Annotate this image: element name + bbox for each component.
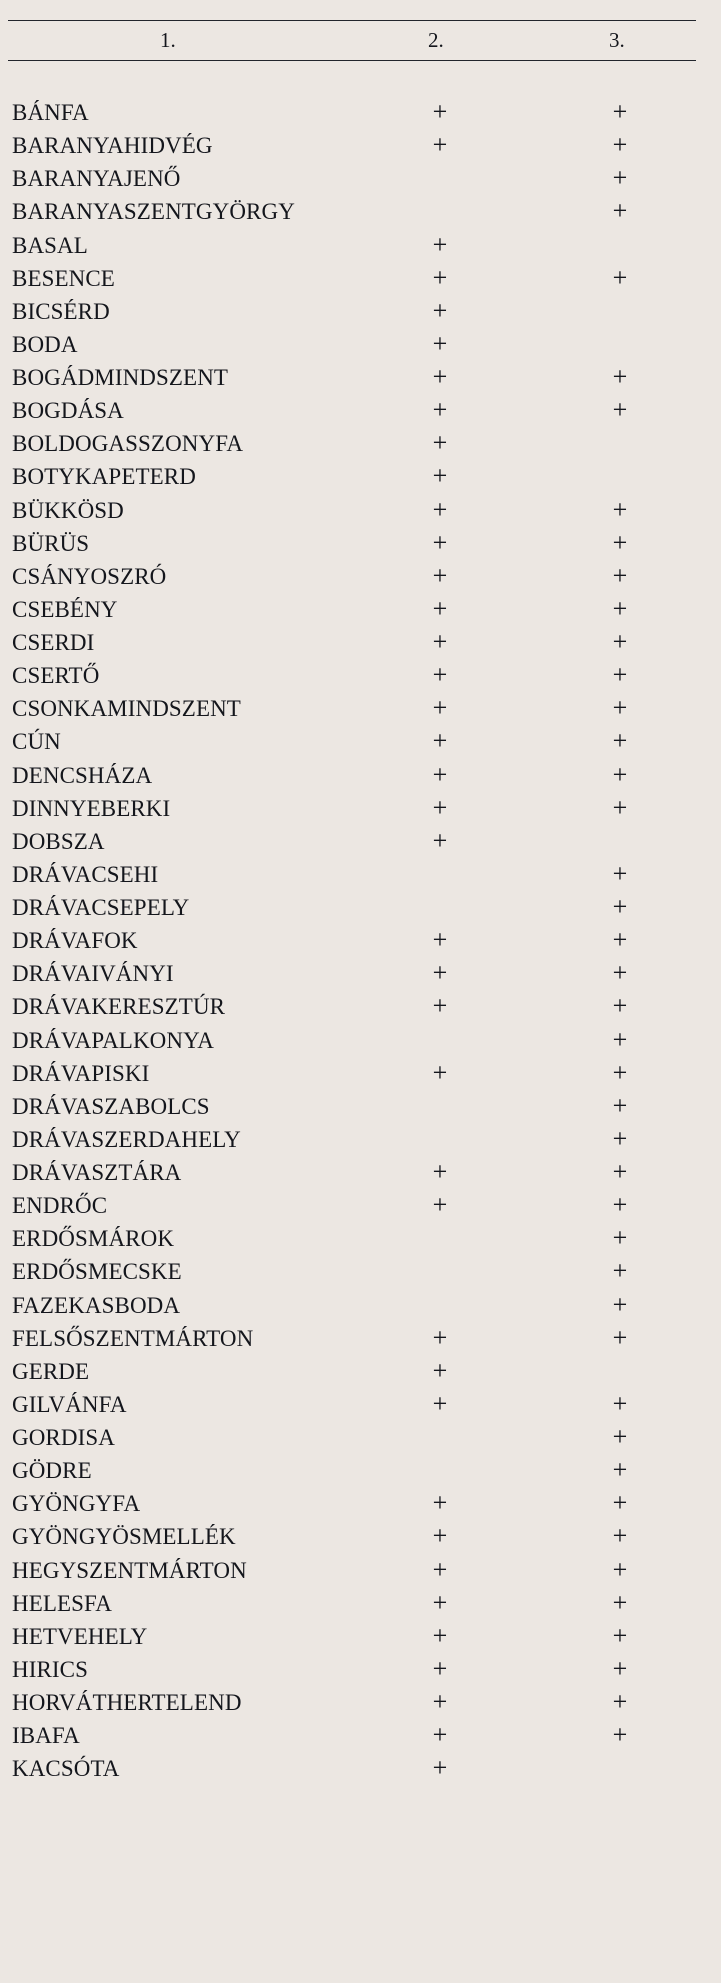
column-2-mark: + bbox=[432, 1521, 448, 1551]
table-row bbox=[0, 1554, 721, 1590]
settlement-name: IBAFA bbox=[12, 1723, 80, 1749]
table-row bbox=[0, 629, 721, 662]
settlement-name: FAZEKASBODA bbox=[12, 1292, 181, 1318]
column-3-mark: + bbox=[612, 163, 628, 193]
table-row bbox=[0, 1689, 721, 1722]
settlement-name: DRÁVAPISKI bbox=[12, 1060, 150, 1086]
column-2-mark: + bbox=[432, 461, 448, 491]
column-2-mark: + bbox=[432, 660, 448, 690]
table-row bbox=[0, 759, 721, 795]
table-row bbox=[0, 229, 721, 265]
column-2-mark: + bbox=[432, 1587, 448, 1617]
settlement-name: BICSÉRD bbox=[12, 298, 110, 324]
settlement-name: DRÁVASZABOLCS bbox=[12, 1093, 210, 1119]
table-row bbox=[0, 1424, 721, 1457]
column-3-mark: + bbox=[612, 660, 628, 690]
column-3-mark: + bbox=[612, 792, 628, 822]
settlement-name: BOLDOGASSZONYFA bbox=[12, 431, 244, 457]
table-row bbox=[0, 728, 721, 761]
table-row bbox=[0, 1587, 721, 1623]
settlement-name: BÜKKÖSD bbox=[12, 497, 124, 523]
column-3-mark: + bbox=[612, 627, 628, 656]
table-row bbox=[0, 1722, 721, 1755]
column-3-mark: + bbox=[612, 395, 628, 425]
settlement-name: BÁNFA bbox=[12, 100, 89, 125]
column-3-mark: + bbox=[612, 991, 628, 1021]
column-header-1: 1. bbox=[160, 28, 176, 52]
column-3-mark: + bbox=[612, 858, 628, 888]
column-2-mark: + bbox=[432, 1057, 448, 1087]
column-2-mark: + bbox=[432, 362, 448, 391]
column-3-mark: + bbox=[612, 196, 628, 226]
settlement-name: DRÁVASZTÁRA bbox=[12, 1160, 182, 1185]
table-row bbox=[0, 397, 721, 430]
column-3-mark: + bbox=[612, 1488, 628, 1518]
column-2-mark: + bbox=[432, 395, 448, 425]
column-3-mark: + bbox=[612, 593, 628, 623]
table-row bbox=[0, 99, 721, 132]
settlement-name: HEGYSZENTMÁRTON bbox=[12, 1557, 247, 1583]
column-2-mark: + bbox=[432, 991, 448, 1021]
column-2-mark: + bbox=[432, 494, 448, 524]
table-row bbox=[0, 993, 721, 1026]
column-2-mark: + bbox=[432, 1322, 448, 1352]
settlement-name: BARANYASZENTGYÖRGY bbox=[12, 199, 295, 225]
settlement-name: BODA bbox=[12, 331, 78, 357]
column-3-mark: + bbox=[612, 1190, 628, 1220]
column-3-mark: + bbox=[612, 759, 628, 789]
table-row bbox=[0, 695, 721, 728]
table-row bbox=[0, 560, 721, 596]
column-3-mark: + bbox=[612, 527, 628, 557]
column-2-mark: + bbox=[432, 1190, 448, 1220]
column-3-mark: + bbox=[612, 1123, 628, 1153]
column-2-mark: + bbox=[432, 262, 448, 292]
settlement-name: DENCSHÁZA bbox=[12, 762, 153, 788]
table-row bbox=[0, 792, 721, 828]
column-3-mark: + bbox=[612, 560, 628, 590]
column-2-mark: + bbox=[432, 295, 448, 325]
column-3-mark: + bbox=[612, 1455, 628, 1485]
settlement-name: CSÁNYOSZRÓ bbox=[12, 563, 167, 589]
table-row bbox=[0, 494, 721, 530]
table-row bbox=[0, 927, 721, 960]
table-row bbox=[0, 1225, 721, 1258]
column-3-mark: + bbox=[612, 1687, 628, 1716]
settlement-name: HIRICS bbox=[12, 1656, 89, 1682]
settlement-name: DINNYEBERKI bbox=[12, 795, 171, 821]
column-3-mark: + bbox=[612, 1289, 628, 1319]
settlement-name: BOTYKAPETERD bbox=[12, 464, 196, 490]
table-row bbox=[0, 1523, 721, 1556]
column-2-mark: + bbox=[432, 825, 448, 855]
settlement-name: CSONKAMINDSZENT bbox=[12, 696, 241, 722]
column-3-mark: + bbox=[612, 925, 628, 955]
table-row bbox=[0, 165, 721, 198]
column-2-mark: + bbox=[432, 1388, 448, 1418]
table-row bbox=[0, 1490, 721, 1523]
settlement-name: CSERTŐ bbox=[12, 663, 100, 689]
column-2-mark: + bbox=[432, 97, 448, 126]
column-3-mark: + bbox=[612, 97, 628, 126]
settlement-name: ENDRŐC bbox=[12, 1193, 108, 1219]
settlement-name: DRÁVASZERDAHELY bbox=[12, 1126, 241, 1152]
column-2-mark: + bbox=[432, 560, 448, 590]
column-2-mark: + bbox=[432, 925, 448, 955]
column-3-mark: + bbox=[612, 1090, 628, 1120]
table-row bbox=[0, 463, 721, 496]
settlement-name: DRÁVAIVÁNYI bbox=[12, 961, 174, 987]
settlement-name: BÜRÜS bbox=[12, 530, 90, 556]
column-2-mark: + bbox=[432, 1355, 448, 1385]
table-row bbox=[0, 1024, 721, 1060]
settlement-name: BARANYAJENŐ bbox=[12, 166, 181, 192]
column-3-mark: + bbox=[612, 1620, 628, 1650]
column-3-mark: + bbox=[612, 1554, 628, 1584]
settlement-name: FELSŐSZENTMÁRTON bbox=[12, 1325, 254, 1351]
table-row bbox=[0, 1355, 721, 1391]
table-row bbox=[0, 825, 721, 861]
settlement-name: BOGÁDMINDSZENT bbox=[12, 365, 229, 390]
column-3-mark: + bbox=[612, 1587, 628, 1617]
settlement-name: HORVÁTHERTELEND bbox=[12, 1690, 242, 1715]
settlement-name: CSEBÉNY bbox=[12, 596, 118, 622]
column-2-mark: + bbox=[432, 1157, 448, 1186]
table-row bbox=[0, 1192, 721, 1225]
table-row bbox=[0, 1388, 721, 1424]
column-3-mark: + bbox=[612, 262, 628, 292]
table-row bbox=[0, 328, 721, 364]
column-2-mark: + bbox=[432, 1687, 448, 1716]
column-3-mark: + bbox=[612, 1057, 628, 1087]
table-row bbox=[0, 858, 721, 894]
column-2-mark: + bbox=[432, 328, 448, 358]
table-row bbox=[0, 295, 721, 331]
column-3-mark: + bbox=[612, 726, 628, 756]
column-2-mark: + bbox=[432, 958, 448, 988]
settlement-name: BOGDÁSA bbox=[12, 398, 124, 424]
column-3-mark: + bbox=[612, 1322, 628, 1352]
column-3-mark: + bbox=[612, 1653, 628, 1683]
column-3-mark: + bbox=[612, 494, 628, 524]
column-2-mark: + bbox=[432, 593, 448, 623]
column-2-mark: + bbox=[432, 693, 448, 723]
settlement-name: GERDE bbox=[12, 1358, 90, 1384]
settlement-name: BESENCE bbox=[12, 265, 115, 291]
column-2-mark: + bbox=[432, 527, 448, 557]
column-2-mark: + bbox=[432, 130, 448, 160]
column-3-mark: + bbox=[612, 1422, 628, 1451]
table-row bbox=[0, 1258, 721, 1291]
column-2-mark: + bbox=[432, 428, 448, 458]
settlement-name: GILVÁNFA bbox=[12, 1391, 127, 1417]
settlement-name: GORDISA bbox=[12, 1425, 115, 1450]
column-2-mark: + bbox=[432, 726, 448, 756]
column-2-mark: + bbox=[432, 1753, 448, 1783]
table-row bbox=[0, 1057, 721, 1093]
settlement-name: CÚN bbox=[12, 729, 61, 755]
column-3-mark: + bbox=[612, 1256, 628, 1286]
settlement-name: BARANYAHIDVÉG bbox=[12, 133, 213, 159]
column-2-mark: + bbox=[432, 1653, 448, 1683]
settlement-name: HELESFA bbox=[12, 1590, 112, 1616]
table-row bbox=[0, 1457, 721, 1490]
table-row bbox=[0, 894, 721, 927]
table-row bbox=[0, 364, 721, 397]
settlement-name: DOBSZA bbox=[12, 828, 105, 854]
column-3-mark: + bbox=[612, 1223, 628, 1253]
settlement-name: DRÁVACSEPELY bbox=[12, 895, 190, 920]
table-row bbox=[0, 262, 721, 298]
column-2-mark: + bbox=[432, 1554, 448, 1584]
table-row bbox=[0, 1090, 721, 1126]
settlement-name: CSERDI bbox=[12, 630, 95, 655]
column-3-mark: + bbox=[612, 1388, 628, 1418]
settlement-name: BASAL bbox=[12, 232, 88, 258]
settlement-name: DRÁVACSEHI bbox=[12, 861, 159, 887]
settlement-name: ERDŐSMECSKE bbox=[12, 1259, 182, 1285]
settlement-name: GYÖNGYFA bbox=[12, 1491, 141, 1517]
settlement-name: ERDŐSMÁROK bbox=[12, 1226, 175, 1252]
column-3-mark: + bbox=[612, 130, 628, 160]
settlement-name: DRÁVAFOK bbox=[12, 928, 138, 954]
settlement-name: GYÖNGYÖSMELLÉK bbox=[12, 1524, 236, 1550]
column-3-mark: + bbox=[612, 693, 628, 723]
column-2-mark: + bbox=[432, 1488, 448, 1518]
table-row bbox=[0, 1289, 721, 1325]
table-row bbox=[0, 527, 721, 563]
table-row bbox=[0, 1123, 721, 1159]
column-3-mark: + bbox=[612, 1157, 628, 1186]
settlement-name: DRÁVAKERESZTÚR bbox=[12, 994, 226, 1020]
table-row bbox=[0, 198, 721, 231]
table-row bbox=[0, 1159, 721, 1192]
table-top-rule bbox=[8, 20, 696, 21]
settlement-name: HETVEHELY bbox=[12, 1623, 148, 1649]
settlement-name: DRÁVAPALKONYA bbox=[12, 1027, 214, 1053]
table-row bbox=[0, 593, 721, 629]
column-3-mark: + bbox=[612, 892, 628, 921]
column-2-mark: + bbox=[432, 1720, 448, 1750]
settlement-name: GÖDRE bbox=[12, 1458, 92, 1484]
table-row bbox=[0, 960, 721, 993]
column-3-mark: + bbox=[612, 1024, 628, 1054]
column-3-mark: + bbox=[612, 958, 628, 988]
table-header-rule bbox=[8, 60, 696, 61]
column-3-mark: + bbox=[612, 1720, 628, 1750]
table-row bbox=[0, 132, 721, 165]
table-row bbox=[0, 662, 721, 695]
column-header-3: 3. bbox=[609, 28, 625, 52]
table-row bbox=[0, 1620, 721, 1656]
column-2-mark: + bbox=[432, 759, 448, 789]
column-2-mark: + bbox=[432, 229, 448, 259]
table-row bbox=[0, 1322, 721, 1358]
settlement-name: KACSÓTA bbox=[12, 1756, 120, 1782]
column-2-mark: + bbox=[432, 792, 448, 822]
column-header-2: 2. bbox=[428, 28, 444, 52]
table-row bbox=[0, 1653, 721, 1689]
column-2-mark: + bbox=[432, 1620, 448, 1650]
column-3-mark: + bbox=[612, 1521, 628, 1551]
settlement-table bbox=[0, 99, 721, 1788]
column-2-mark: + bbox=[432, 627, 448, 656]
column-3-mark: + bbox=[612, 362, 628, 391]
table-row bbox=[0, 1755, 721, 1788]
table-row bbox=[0, 430, 721, 463]
